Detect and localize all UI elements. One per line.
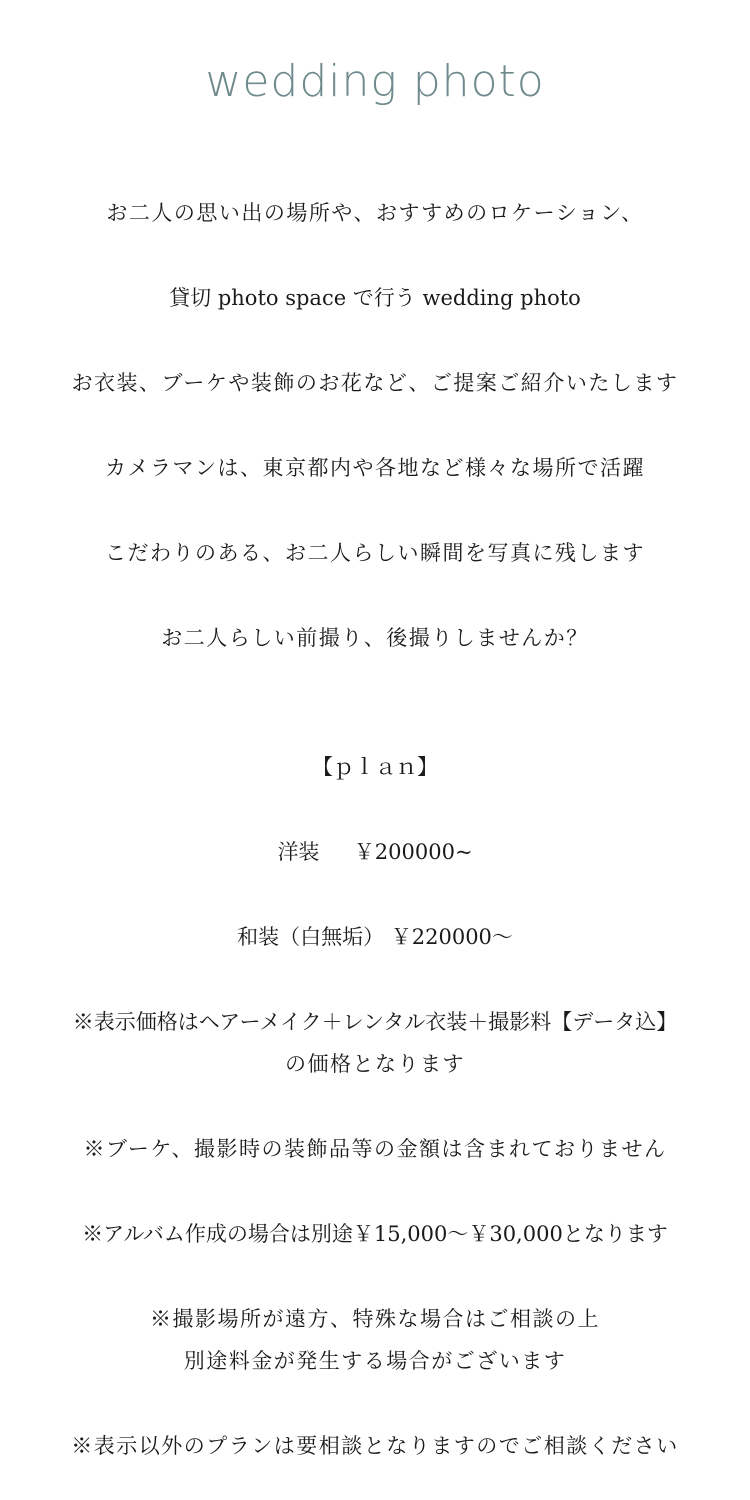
- intro-line-5: こだわりのある、お二人らしい瞬間を写真に残します: [105, 541, 645, 565]
- note-album-price: ※アルバム作成の場合は別途￥15,000～￥30,000となります: [82, 1222, 668, 1246]
- intro-line-1: お二人の思い出の場所や、おすすめのロケーション、: [106, 201, 644, 225]
- plan-heading: 【ｐｌａｎ】: [312, 755, 438, 779]
- note-price-includes: ※表示価格はヘアーメイク＋レンタル衣装＋撮影料【データ込】: [72, 1010, 678, 1034]
- note-remote-location-cont: 別途料金が発生する場合がございます: [183, 1349, 567, 1373]
- plan-western-price: 洋装 ￥200000~: [277, 840, 473, 864]
- plan-japanese-price: 和装（白無垢） ￥220000～: [237, 925, 513, 949]
- intro-line-3: お衣装、ブーケや装飾のお花など、ご提案ご紹介いたします: [71, 371, 679, 395]
- note-other-plans: ※表示以外のプランは要相談となりますのでご相談ください: [71, 1434, 679, 1458]
- note-bouquet-excluded: ※ブーケ、撮影時の装飾品等の金額は含まれておりません: [83, 1137, 667, 1161]
- note-price-includes-cont: の価格となります: [285, 1052, 465, 1076]
- intro-line-4: カメラマンは、東京都内や各地など様々な場所で活躍: [105, 456, 645, 480]
- intro-line-6: お二人らしい前撮り、後撮りしませんか？: [161, 626, 589, 650]
- note-remote-location: ※撮影場所が遠方、特殊な場合はご相談の上: [150, 1307, 600, 1331]
- page-title: wedding photo: [205, 56, 545, 107]
- intro-line-2: 貸切 photo space で行う wedding photo: [169, 286, 581, 310]
